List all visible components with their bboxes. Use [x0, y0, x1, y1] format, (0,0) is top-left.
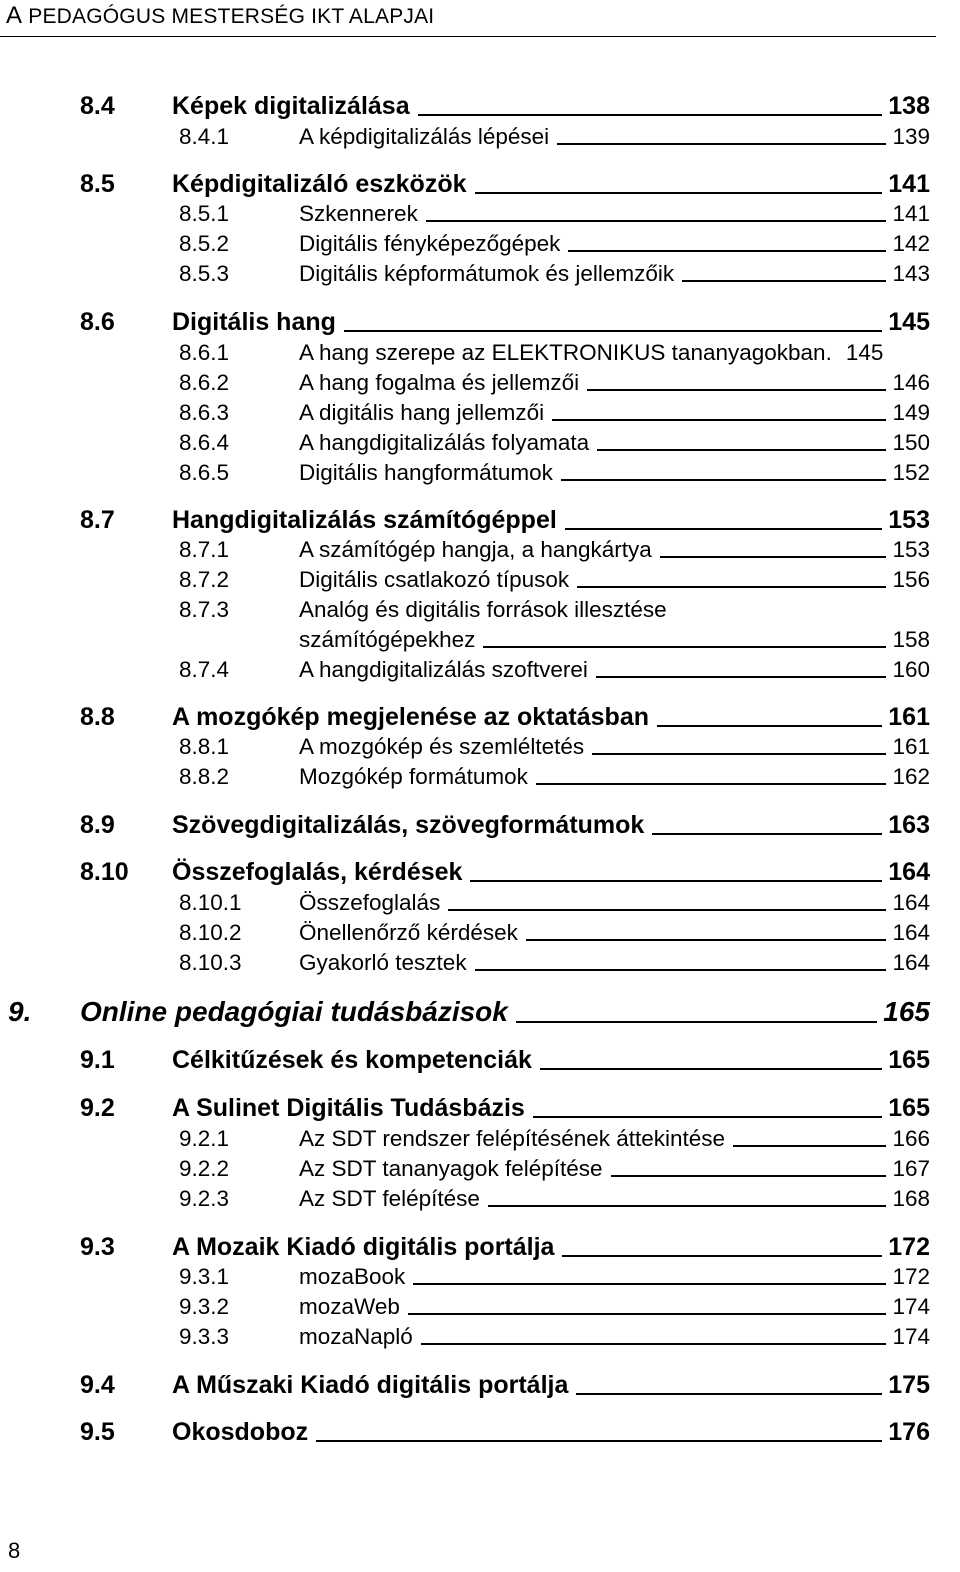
toc-entry-number: 8.6.5 [179, 460, 230, 485]
toc-entry-number: 9.2.3 [179, 1186, 230, 1211]
toc-entry-continuation[interactable] [179, 627, 930, 653]
toc-leader-line [475, 192, 883, 194]
toc-entry-number: 8.6 [80, 308, 115, 336]
toc-leader-line [448, 909, 886, 911]
toc-leader-line [611, 1175, 887, 1177]
toc-entry-title: A Sulinet Digitális Tudásbázis [172, 1094, 525, 1122]
toc-entry-title: Okosdoboz [172, 1418, 309, 1446]
toc-entry-level3[interactable] [179, 890, 930, 916]
running-header-text: PEDAGÓGUS MESTERSÉG IKT ALAPJAI [22, 5, 435, 28]
toc-leader-line [421, 1343, 887, 1345]
toc-entry-page: 153 [888, 506, 930, 534]
toc-entry-level2[interactable] [80, 1418, 930, 1447]
toc-leader-line [652, 833, 882, 835]
toc-entry-level2[interactable] [80, 1046, 930, 1075]
toc-entry-level2[interactable] [80, 1371, 930, 1400]
toc-entry-level3[interactable] [179, 430, 930, 456]
toc-entry-page: 174 [892, 1324, 930, 1349]
toc-entry-title: Mozgókép formátumok [299, 764, 528, 789]
toc-entry-title: mozaNapló [299, 1324, 413, 1349]
toc-entry-level2[interactable] [80, 703, 930, 732]
toc-leader-line [568, 250, 886, 252]
toc-leader-line [552, 419, 886, 421]
toc-entry-number: 8.5.2 [179, 231, 230, 256]
toc-entry-page: 160 [892, 657, 930, 682]
header-rule [0, 36, 936, 37]
toc-entry-level1[interactable] [8, 996, 930, 1028]
toc-entry-number: 9.3.1 [179, 1264, 230, 1289]
toc-entry-title: A hangdigitalizálás szoftverei [299, 657, 588, 682]
toc-entry-title: mozaBook [299, 1264, 406, 1289]
toc-entry-page: 172 [892, 1264, 930, 1289]
toc-entry-number: 8.5.1 [179, 201, 230, 226]
toc-entry-title: A számítógép hangja, a hangkártya [299, 537, 652, 562]
toc-entry-title: Az SDT rendszer felépítésének áttekintése [299, 1126, 726, 1151]
toc-entry-level2[interactable] [80, 858, 930, 887]
toc-entry-page: 152 [892, 460, 930, 485]
page-number: 8 [8, 1538, 21, 1563]
toc-entry-number: 9.2.2 [179, 1156, 230, 1181]
toc-entry-number: 8.7.2 [179, 567, 230, 592]
toc-entry-level3[interactable] [179, 1324, 930, 1350]
toc-entry-page: 163 [888, 811, 930, 839]
toc-entry-title: Összefoglalás, kérdések [172, 858, 463, 886]
toc-entry-level3[interactable] [179, 124, 930, 150]
toc-entry-title-continued: számítógépekhez [299, 627, 476, 652]
toc-entry-level3[interactable] [179, 231, 930, 257]
toc-entry-level2[interactable] [80, 1233, 930, 1262]
toc-entry-number: 9. [8, 996, 32, 1027]
toc-entry-level3[interactable] [179, 1126, 930, 1152]
toc-entry-title: A hang fogalma és jellemzői [299, 370, 580, 395]
toc-entry-number: 8.10.2 [179, 920, 242, 945]
toc-entry-title: Digitális fényképezőgépek [299, 231, 561, 256]
toc-entry-page: 165 [883, 996, 930, 1027]
toc-leader-line [408, 1313, 887, 1315]
toc-entry-level3[interactable] [179, 340, 930, 366]
toc-entry-level3[interactable] [179, 1294, 930, 1320]
toc-leader-line [592, 753, 886, 755]
toc-entry-page: 149 [892, 400, 930, 425]
toc-entry-page: 164 [892, 890, 930, 915]
toc-entry-title: Digitális hang [172, 308, 336, 336]
toc-entry-page: 146 [892, 370, 930, 395]
toc-entry-title: Képdigitalizáló eszközök [172, 170, 467, 198]
toc-entry-page: 168 [892, 1186, 930, 1211]
toc-entry-level3[interactable] [179, 537, 930, 563]
toc-leader-line [316, 1440, 882, 1442]
toc-entry-title: A Műszaki Kiadó digitális portálja [172, 1371, 569, 1399]
toc-entry-level2[interactable] [80, 1094, 930, 1123]
toc-entry-level3[interactable] [179, 460, 930, 486]
toc-entry-number: 9.2 [80, 1094, 115, 1122]
toc-entry-title: Az SDT felépítése [299, 1186, 480, 1211]
toc-leader-line [470, 880, 882, 882]
toc-entry-number: 8.8.2 [179, 764, 230, 789]
toc-entry-page: 145 [845, 340, 884, 365]
toc-leader-line [597, 449, 886, 451]
toc-entry-title: Hangdigitalizálás számítógéppel [172, 506, 557, 534]
toc-entry-page: 145 [888, 308, 930, 336]
toc-entry-title: Digitális csatlakozó típusok [299, 567, 570, 592]
toc-entry-page: 138 [888, 92, 930, 120]
toc-entry-number: 8.9 [80, 811, 115, 839]
toc-entry-level2[interactable] [80, 170, 930, 199]
toc-entry-title: Önellenőrző kérdések [299, 920, 518, 945]
toc-entry-number: 9.5 [80, 1418, 115, 1446]
toc-entry-page: 161 [892, 734, 930, 759]
toc-entry-number: 8.4 [80, 92, 115, 120]
toc-leader-line [561, 479, 887, 481]
toc-entry-level3[interactable] [179, 1156, 930, 1182]
toc-leader-line [577, 586, 886, 588]
toc-leader-line [418, 114, 883, 116]
toc-entry-title: Digitális képformátumok és jellemzőik [299, 261, 675, 286]
toc-leader-line [540, 1068, 882, 1070]
toc-entry-page: 166 [892, 1126, 930, 1151]
toc-entry-number: 9.3 [80, 1233, 115, 1261]
toc-entry-number: 8.6.2 [179, 370, 230, 395]
toc-entry-title: Gyakorló tesztek [299, 950, 467, 975]
toc-entry-level3[interactable] [179, 201, 930, 227]
toc-entry-level3[interactable] [179, 764, 930, 790]
toc-entry-level3[interactable] [179, 920, 930, 946]
toc-leader-line [526, 939, 887, 941]
toc-entry-page: 158 [892, 627, 930, 652]
toc-entry-level3[interactable] [179, 370, 930, 396]
toc-leader-line [344, 330, 882, 332]
toc-entry-page: 165 [888, 1094, 930, 1122]
running-header [6, 2, 434, 30]
toc-entry-number: 9.3.2 [179, 1294, 230, 1319]
toc-entry-title: Analóg és digitális források illesztése [299, 597, 667, 622]
toc-entry-title: Összefoglalás [299, 890, 441, 915]
toc-entry-page: 164 [888, 858, 930, 886]
toc-leader-line [488, 1205, 887, 1207]
toc-entry-page: 153 [892, 537, 930, 562]
toc-entry-level3[interactable] [179, 597, 930, 623]
toc-entry-number: 8.6.4 [179, 430, 230, 455]
toc-entry-title: Képek digitalizálása [172, 92, 410, 120]
toc-entry-level3[interactable] [179, 734, 930, 760]
toc-entry-title: Online pedagógiai tudásbázisok [80, 996, 508, 1027]
toc-entry-number: 8.7.4 [179, 657, 230, 682]
toc-leader-line [426, 220, 887, 222]
toc-entry-number: 9.4 [80, 1371, 115, 1399]
toc-entry-page: 175 [888, 1371, 930, 1399]
toc-entry-title: A hangdigitalizálás folyamata [299, 430, 590, 455]
toc-entry-title: Szkennerek [299, 201, 418, 226]
toc-entry-number: 8.6.3 [179, 400, 230, 425]
toc-entry-level3[interactable] [179, 657, 930, 683]
toc-entry-number: 8.10 [80, 858, 129, 886]
toc-entry-page: 167 [892, 1156, 930, 1181]
toc-entry-page: 164 [892, 920, 930, 945]
toc-leader-line [483, 646, 886, 648]
toc-entry-title: Szövegdigitalizálás, szövegformátumok [172, 811, 645, 839]
toc-entry-title: Digitális hangformátumok [299, 460, 553, 485]
toc-leader-line [475, 969, 887, 971]
toc-entry-number: 8.7.1 [179, 537, 230, 562]
toc-leader-line [516, 1021, 877, 1023]
toc-leader-line [533, 1116, 882, 1118]
toc-entry-title: A hang szerepe az ELEKTRONIKUS tananyagokban. [299, 340, 832, 365]
toc-leader-line [660, 556, 887, 558]
toc-entry-number: 9.2.1 [179, 1126, 230, 1151]
toc-entry-page: 141 [892, 201, 930, 226]
toc-entry-number: 9.1 [80, 1046, 115, 1074]
toc-entry-page: 161 [888, 703, 930, 731]
toc-leader-line [562, 1255, 882, 1257]
running-header-initial: A [6, 2, 23, 29]
toc-entry-page: 176 [888, 1418, 930, 1446]
toc-entry-page: 139 [892, 124, 930, 149]
toc-entry-page: 164 [892, 950, 930, 975]
toc-leader-line [596, 676, 887, 678]
toc-entry-page: 150 [892, 430, 930, 455]
toc-entry-page: 143 [892, 261, 930, 286]
toc-entry-number: 8.10.3 [179, 950, 242, 975]
toc-entry-number: 8.6.1 [179, 340, 230, 365]
toc-entry-page: 174 [892, 1294, 930, 1319]
toc-entry-page: 162 [892, 764, 930, 789]
toc-entry-level3[interactable] [179, 1186, 930, 1212]
toc-entry-number: 8.5.3 [179, 261, 230, 286]
toc-entry-level3[interactable] [179, 1264, 930, 1290]
toc-entry-number: 8.4.1 [179, 124, 230, 149]
toc-entry-level2[interactable] [80, 506, 930, 535]
toc-entry-number: 8.8 [80, 703, 115, 731]
toc-entry-number: 8.10.1 [179, 890, 242, 915]
toc-entry-title: A digitális hang jellemzői [299, 400, 545, 425]
toc-entry-number: 8.7 [80, 506, 115, 534]
toc-entry-level2[interactable] [80, 92, 930, 121]
toc-leader-line [587, 389, 886, 391]
toc-leader-line [557, 143, 886, 145]
toc-entry-title: A képdigitalizálás lépései [299, 124, 550, 149]
toc-entry-number: 9.3.3 [179, 1324, 230, 1349]
toc-entry-title: A mozgókép megjelenése az oktatásban [172, 703, 650, 731]
toc-entry-title: Célkitűzések és kompetenciák [172, 1046, 532, 1074]
toc-leader-line [413, 1283, 886, 1285]
toc-entry-title: Az SDT tananyagok felépítése [299, 1156, 603, 1181]
toc-leader-line [576, 1393, 882, 1395]
toc-entry-level3[interactable] [179, 261, 930, 287]
toc-entry-number: 8.5 [80, 170, 115, 198]
toc-entry-title: A Mozaik Kiadó digitális portálja [172, 1233, 555, 1261]
toc-entry-page: 141 [888, 170, 930, 198]
toc-entry-title: A mozgókép és szemléltetés [299, 734, 585, 759]
toc-leader-line [733, 1145, 886, 1147]
toc-entry-number: 8.8.1 [179, 734, 230, 759]
toc-entry-page: 172 [888, 1233, 930, 1261]
toc-entry-level2[interactable] [80, 308, 930, 337]
toc-entry-page: 165 [888, 1046, 930, 1074]
toc-entry-page: 142 [892, 231, 930, 256]
toc-entry-title: mozaWeb [299, 1294, 400, 1319]
toc-entry-level2[interactable] [80, 811, 930, 840]
toc-leader-line [682, 280, 886, 282]
toc-entry-level3[interactable] [179, 950, 930, 976]
toc-entry-page: 156 [892, 567, 930, 592]
toc-entry-level3[interactable] [179, 567, 930, 593]
toc-entry-number: 8.7.3 [179, 597, 230, 622]
toc-entry-level3[interactable] [179, 400, 930, 426]
toc-leader-line [565, 528, 882, 530]
toc-leader-line [657, 725, 882, 727]
toc-leader-line [536, 783, 887, 785]
